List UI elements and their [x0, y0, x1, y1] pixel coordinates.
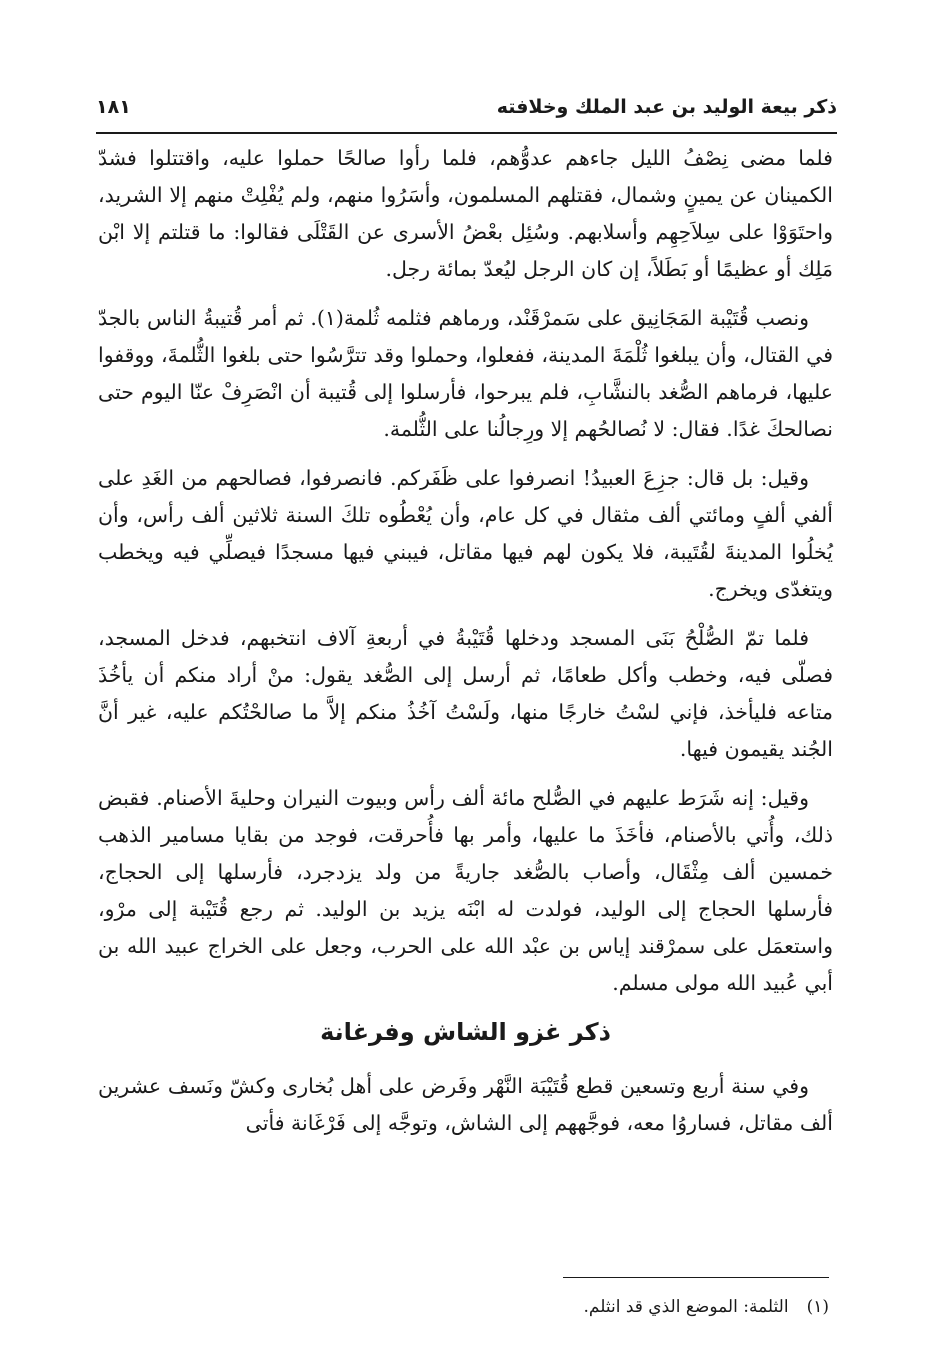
body-text: [98, 140, 833, 1154]
footnote-marker: (١): [806, 1297, 829, 1317]
footnote: [98, 1294, 829, 1320]
paragraph-2: ونصب قُتَيْبة المَجَانِيق على سَمرْقَنْد، ورماهم فثلمه ثُلمة(١). ثم أمر قُتيبةُ الناس بالجدّ في القتال، وأن يبلغوا ثُلْمَةَ المدينة، ففعلوا، وحملوا وقد تترَّسُوا حتى بلغوا الثُّلمةَ، ووقفوا عليها، فرماهم الصُّغد بالنشَّابِ، فلم يبرحوا، فأرسلوا إلى قُتيبة أن انْصَرِفْ عنّا اليوم حتى نصالحكَ غدًا. فقال: لا نُصالحُهم إلا ورِجالُنا على الثُّلمة.: [98, 306, 833, 441]
footnote-text: الثلمة: الموضع الذي قد انثلم.: [583, 1297, 789, 1317]
running-title: ذكر بيعة الوليد بن عبد الملك وخلافته: [496, 96, 837, 118]
page-number: ١٨١: [96, 96, 131, 118]
section-heading: ذكر غزو الشاش وفرغانة: [320, 1018, 611, 1046]
running-header: [96, 90, 837, 124]
paragraph-5: وقيل: إنه شَرَط عليهم في الصُّلح مائة ألف رأس وبيوت النيران وحليةَ الأصنام. فقبض ذلك، وأُتي بالأصنام، فأخَذَ ما عليها، وأمر بها فأُحرقت، فوجد من بقايا مسامير الذهب خمسين ألف مِثْقَال، وأصاب بالصُّغد جاريةً من ولد يزدجرد، فأرسلها إلى الحجاج، فأرسلها الحجاج إلى الوليد، فولدت له ابْنَه يزيد بن الوليد. ثم رجع قُتَيْبة إلى مرْو، واستعمَل على سمرْقند إياس بن عبْد الله على الحرب، وجعل على الخراج عبيد الله بن أبي عُبيد الله مولى مسلم.: [98, 786, 833, 995]
paragraph-1: فلما مضى نِصْفُ الليل جاءهم عدوُّهم، فلما رأوا صالحًا حملوا عليه، واقتتلوا فشدّ الكمينان عن يمينٍ وشمال، فقتلهم المسلمون، وأسَرُوا منهم، ولم يُفْلِتْ منهم إلا الشريد، واحتَوَوْا على سِلاَحِهِم وأسلابهم. وسُئِل بعْضُ الأسرى عن القَتْلَى فقالوا: ما قتلتم إلا ابْن مَلِك أو عظيمًا أو بَطَلاً، إن كان الرجل ليُعدّ بمائة رجل.: [98, 146, 833, 281]
paragraph-3: وقيل: بل قال: جزِعَ العبيدُ! انصرفوا على ظَفَركم. فانصرفوا، فصالحهم من الغَدِ على ألفي ألفٍ ومائتي ألف مثقال في كل عام، وأن يُعْطُوه تلكَ السنة ثلاثين ألف رأس، وأن يُخلُوا المدينةَ لقُتَيبة، فلا يكون لهم فيها مقاتل، فيبني فيها مسجدًا فيصلِّي فيه ويخطب ويتغدّى ويخرج.: [98, 466, 833, 601]
footnote-rule: [563, 1277, 829, 1278]
paragraph-4: فلما تمّ الصُّلْحُ بَنَى المسجد ودخلها قُتَيْبةُ في أربعةِ آلاف انتخبهم، فدخل المسجد، فصلّى فيه، وخطب وأكل طعامًا، ثم أرسل إلى الصُّغد يقول: منْ أراد منكم أن يأخُذَ متاعه فليأخذ، فإني لسْتُ خارجًا منها، ولَسْتُ آخُذُ منكم إلاَّ ما صالحْتُكم عليه، غير أنَّ الجُند يقيمون فيها.: [98, 626, 833, 761]
section-paragraph: وفي سنة أربع وتسعين قطع قُتَيْبَة النَّهْر وفَرض على أهل بُخارى وكشّ ونَسف عشرين ألف مقاتل، فساروُا معه، فوجَّههم إلى الشاش، وتوجَّه إلى فَرْغَانة فأتى: [98, 1074, 833, 1135]
header-rule: [96, 132, 837, 134]
